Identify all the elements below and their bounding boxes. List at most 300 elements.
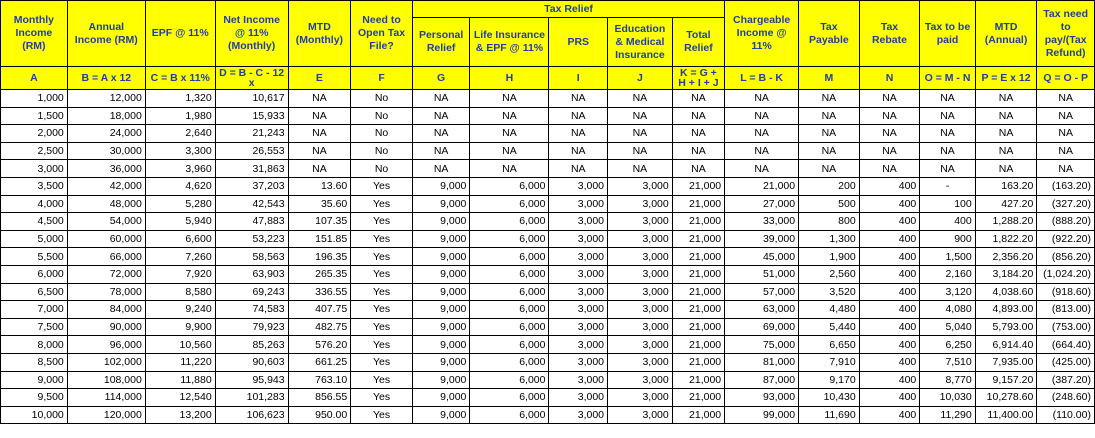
table-cell: 33,000 [725,213,799,231]
table-cell: 7,500 [1,318,68,336]
table-cell: 11,690 [799,406,860,424]
table-cell: Yes [351,177,413,195]
table-cell: 99,000 [725,406,799,424]
table-cell: 9,000 [412,353,470,371]
table-cell: 6,000 [470,230,549,248]
table-cell: 39,000 [725,230,799,248]
table-cell: 800 [799,213,860,231]
table-cell: 100 [920,195,975,213]
col-header-tax-file: Need to Open Tax File? [351,1,413,67]
table-cell: 3,000 [608,195,673,213]
table-cell: No [351,125,413,143]
table-cell: 13,200 [145,406,215,424]
table-cell: NA [608,90,673,108]
table-cell: NA [799,160,860,178]
table-cell: 53,223 [215,230,288,248]
col-header-tax-need-to-pay: Tax need to pay/(Tax Refund) [1037,1,1095,67]
table-cell: 7,260 [145,248,215,266]
table-row [1,125,1095,143]
table-cell: (664.40) [1037,336,1095,354]
table-cell: 3,000 [549,177,608,195]
table-cell: 3,000 [608,230,673,248]
table-cell: (753.00) [1037,318,1095,336]
table-cell: 3,000 [549,336,608,354]
table-cell: NA [549,125,608,143]
table-cell: 3,000 [549,265,608,283]
table-cell: NA [288,90,351,108]
table-row [1,230,1095,248]
table-cell: 8,500 [1,353,68,371]
table-cell: 93,000 [725,389,799,407]
table-cell: 10,000 [1,406,68,424]
table-cell: (856.20) [1037,248,1095,266]
table-cell: NA [608,160,673,178]
table-cell: 37,203 [215,177,288,195]
table-cell: 661.25 [288,353,351,371]
table-cell: NA [672,90,724,108]
table-cell: (110.00) [1037,406,1095,424]
table-cell: 3,000 [549,371,608,389]
table-cell: NA [859,90,920,108]
table-cell: (922.20) [1037,230,1095,248]
table-cell: NA [608,142,673,160]
table-cell: 400 [859,283,920,301]
table-cell: NA [288,125,351,143]
table-cell: NA [975,107,1037,125]
table-cell: 2,160 [920,265,975,283]
table-cell: NA [799,90,860,108]
table-cell: 30,000 [67,142,145,160]
table-cell: 6,000 [470,389,549,407]
table-cell: 5,793.00 [975,318,1037,336]
table-cell: 9,000 [412,301,470,319]
table-cell: 500 [799,195,860,213]
table-cell: 1,980 [145,107,215,125]
table-cell: 21,000 [672,230,724,248]
table-cell: 6,000 [470,265,549,283]
table-cell: 51,000 [725,265,799,283]
table-cell: 3,000 [608,265,673,283]
table-cell: NA [975,125,1037,143]
table-cell: 21,000 [672,318,724,336]
table-row [1,283,1095,301]
table-cell: 163.20 [975,177,1037,195]
formula-cell: D = B - C - 12 x [215,67,288,90]
table-cell: 96,000 [67,336,145,354]
table-cell: 1,900 [799,248,860,266]
formula-cell: N [859,67,920,90]
table-cell: (163.20) [1037,177,1095,195]
table-cell: 2,500 [1,142,68,160]
formula-cell: H [470,67,549,90]
table-cell: NA [975,142,1037,160]
table-cell: 200 [799,177,860,195]
table-cell: 7,920 [145,265,215,283]
table-row [1,248,1095,266]
table-row [1,353,1095,371]
table-cell: 5,500 [1,248,68,266]
table-cell: 26,553 [215,142,288,160]
table-cell: 6,500 [1,283,68,301]
table-cell: 21,000 [672,265,724,283]
table-cell: 21,000 [672,177,724,195]
table-cell: 21,000 [672,406,724,424]
table-cell: 9,170 [799,371,860,389]
table-row [1,389,1095,407]
col-header-total-relief: Total Relief [672,18,724,67]
table-cell: (387.20) [1037,371,1095,389]
table-cell: 9,000 [412,177,470,195]
table-cell: 106,623 [215,406,288,424]
table-cell: 1,000 [1,90,68,108]
table-cell: 79,923 [215,318,288,336]
table-cell: 74,583 [215,301,288,319]
table-cell: (888.20) [1037,213,1095,231]
table-cell: 6,000 [470,353,549,371]
table-row [1,371,1095,389]
table-cell: 9,000 [412,248,470,266]
table-cell: 856.55 [288,389,351,407]
table-cell: 400 [920,213,975,231]
table-cell: 6,250 [920,336,975,354]
table-cell: 3,000 [608,353,673,371]
table-cell: 5,040 [920,318,975,336]
col-header-life-insurance: Life Insurance & EPF @ 11% [470,18,549,67]
table-cell: 5,440 [799,318,860,336]
table-cell: 1,288.20 [975,213,1037,231]
table-cell: 9,000 [412,195,470,213]
table-cell: 6,000 [470,283,549,301]
table-cell: 9,000 [412,265,470,283]
table-row [1,406,1095,424]
col-header-mtd-monthly: MTD (Monthly) [288,1,351,67]
table-body [1,90,1095,424]
table-cell: (813.00) [1037,301,1095,319]
table-cell: NA [799,142,860,160]
table-cell: 12,000 [67,90,145,108]
table-cell: 3,000 [549,406,608,424]
table-cell: 6,600 [145,230,215,248]
formula-cell: B = A x 12 [67,67,145,90]
table-cell: 6,000 [470,248,549,266]
table-cell: No [351,90,413,108]
table-cell: 1,300 [799,230,860,248]
table-cell: NA [920,125,975,143]
table-cell: NA [1037,160,1095,178]
table-cell: 72,000 [67,265,145,283]
table-cell: (1,024.20) [1037,265,1095,283]
table-cell: 9,500 [1,389,68,407]
table-cell: NA [672,142,724,160]
table-cell: 3,300 [145,142,215,160]
table-cell: 63,903 [215,265,288,283]
table-cell: 3,000 [549,301,608,319]
table-cell: 336.55 [288,283,351,301]
table-cell: NA [920,90,975,108]
col-header-tax-payable: Tax Payable [799,1,860,67]
table-cell: NA [412,107,470,125]
table-cell: 3,000 [608,336,673,354]
table-cell: 9,000 [412,213,470,231]
table-cell: 31,863 [215,160,288,178]
table-cell: No [351,142,413,160]
table-cell: (327.20) [1037,195,1095,213]
table-cell: 400 [859,371,920,389]
table-cell: 6,000 [1,265,68,283]
table-cell: 3,000 [608,248,673,266]
table-cell: 400 [859,318,920,336]
table-cell: 3,000 [549,318,608,336]
formula-row [1,67,1095,90]
table-cell: 21,000 [672,389,724,407]
table-cell: 427.20 [975,195,1037,213]
table-cell: 45,000 [725,248,799,266]
table-cell: NA [412,142,470,160]
table-cell: 120,000 [67,406,145,424]
table-cell: 407.75 [288,301,351,319]
table-row [1,301,1095,319]
group-header-tax-relief: Tax Relief [412,1,724,18]
table-cell: NA [725,107,799,125]
table-cell: 10,278.60 [975,389,1037,407]
col-header-monthly-income: Monthly Income (RM) [1,1,68,67]
table-cell: 57,000 [725,283,799,301]
table-cell: NA [725,142,799,160]
table-cell: 265.35 [288,265,351,283]
formula-cell: P = E x 12 [975,67,1037,90]
table-cell: 9,900 [145,318,215,336]
table-cell: 9,000 [412,336,470,354]
table-cell: NA [288,142,351,160]
table-cell: 12,540 [145,389,215,407]
table-cell: 400 [859,248,920,266]
table-cell: 13.60 [288,177,351,195]
table-cell: NA [412,160,470,178]
col-header-personal-relief: Personal Relief [412,18,470,67]
table-row [1,213,1095,231]
table-cell: NA [672,160,724,178]
table-row [1,195,1095,213]
table-cell: 108,000 [67,371,145,389]
table-cell: 75,000 [725,336,799,354]
col-header-annual-income: Annual Income (RM) [67,1,145,67]
table-cell: 400 [859,336,920,354]
table-cell: 6,650 [799,336,860,354]
table-cell: NA [859,125,920,143]
table-cell: 3,000 [608,389,673,407]
formula-cell: E [288,67,351,90]
formula-cell: A [1,67,68,90]
table-cell: 2,356.20 [975,248,1037,266]
table-cell: 66,000 [67,248,145,266]
table-cell: 8,000 [1,336,68,354]
table-cell: 9,000 [412,389,470,407]
table-cell: 400 [859,230,920,248]
table-cell: Yes [351,318,413,336]
table-cell: 21,000 [672,195,724,213]
table-cell: 950.00 [288,406,351,424]
table-cell: 69,000 [725,318,799,336]
table-header [1,1,1095,90]
table-cell: 3,520 [799,283,860,301]
table-cell: 3,000 [549,283,608,301]
table-cell: (918.60) [1037,283,1095,301]
table-cell: 11,400.00 [975,406,1037,424]
table-cell: 1,500 [920,248,975,266]
table-cell: 6,000 [470,371,549,389]
table-cell: 400 [859,177,920,195]
table-cell: 21,000 [672,371,724,389]
table-cell: 3,000 [608,177,673,195]
table-cell: 4,038.60 [975,283,1037,301]
table-cell: NA [725,160,799,178]
table-cell: 4,893.00 [975,301,1037,319]
col-header-prs: PRS [549,18,608,67]
col-header-chargeable-income: Chargeable Income @ 11% [725,1,799,67]
formula-cell: O = M - N [920,67,975,90]
table-cell: 9,157.20 [975,371,1037,389]
table-cell: 21,000 [672,336,724,354]
table-cell: 9,000 [1,371,68,389]
table-cell: 3,960 [145,160,215,178]
table-cell: Yes [351,389,413,407]
table-cell: NA [920,107,975,125]
table-cell: 27,000 [725,195,799,213]
table-cell: NA [920,142,975,160]
table-cell: 18,000 [67,107,145,125]
table-cell: 10,560 [145,336,215,354]
table-cell: NA [672,107,724,125]
table-cell: 7,000 [1,301,68,319]
table-cell: NA [725,125,799,143]
formula-cell: I [549,67,608,90]
table-cell: NA [975,90,1037,108]
col-header-tax-rebate: Tax Rebate [859,1,920,67]
table-cell: 1,500 [1,107,68,125]
col-header-education-medical: Education & Medical Insurance [608,18,673,67]
table-cell: 11,880 [145,371,215,389]
table-cell: NA [1037,90,1095,108]
table-cell: 9,240 [145,301,215,319]
table-cell: 42,000 [67,177,145,195]
table-cell: 107.35 [288,213,351,231]
table-cell: NA [288,160,351,178]
table-row [1,107,1095,125]
table-row [1,265,1095,283]
table-cell: 4,080 [920,301,975,319]
table-cell: Yes [351,230,413,248]
table-row [1,160,1095,178]
table-cell: 47,883 [215,213,288,231]
table-cell: 3,000 [549,248,608,266]
table-cell: 78,000 [67,283,145,301]
table-cell: NA [470,125,549,143]
col-header-epf: EPF @ 11% [145,1,215,67]
formula-cell: J [608,67,673,90]
table-cell: NA [549,90,608,108]
table-cell: 482.75 [288,318,351,336]
table-cell: 3,000 [608,371,673,389]
table-cell: NA [470,142,549,160]
table-cell: NA [672,125,724,143]
table-cell: 3,000 [549,195,608,213]
table-cell: 3,000 [608,301,673,319]
table-cell: (425.00) [1037,353,1095,371]
table-cell: 11,220 [145,353,215,371]
table-cell: 63,000 [725,301,799,319]
table-cell: 10,430 [799,389,860,407]
table-cell: 3,000 [549,389,608,407]
table-cell: Yes [351,353,413,371]
table-cell: 7,910 [799,353,860,371]
table-cell: 6,000 [470,177,549,195]
table-row [1,90,1095,108]
table-cell: 21,000 [672,301,724,319]
table-cell: 21,000 [672,353,724,371]
table-cell: Yes [351,248,413,266]
table-cell: 42,543 [215,195,288,213]
table-cell: 60,000 [67,230,145,248]
table-cell: 36,000 [67,160,145,178]
table-cell: 8,580 [145,283,215,301]
table-cell: Yes [351,301,413,319]
table-row [1,318,1095,336]
table-cell: 9,000 [412,318,470,336]
table-cell: NA [859,107,920,125]
table-cell: 48,000 [67,195,145,213]
table-cell: 4,620 [145,177,215,195]
table-cell: 400 [859,406,920,424]
table-cell: Yes [351,213,413,231]
formula-cell: F [351,67,413,90]
table-cell: Yes [351,195,413,213]
table-cell: 6,000 [470,195,549,213]
table-row [1,336,1095,354]
table-cell: 3,500 [1,177,68,195]
table-cell: 400 [859,301,920,319]
table-cell: NA [1037,107,1095,125]
table-cell: NA [549,142,608,160]
table-cell: 5,940 [145,213,215,231]
table-cell: 3,000 [549,230,608,248]
table-cell: NA [799,107,860,125]
table-cell: 3,120 [920,283,975,301]
table-cell: NA [608,125,673,143]
table-cell: 24,000 [67,125,145,143]
table-cell: 3,000 [608,318,673,336]
table-cell: No [351,107,413,125]
table-cell: 3,000 [608,406,673,424]
table-cell: NA [975,160,1037,178]
table-cell: 101,283 [215,389,288,407]
table-cell: (248.60) [1037,389,1095,407]
table-cell: 1,320 [145,90,215,108]
table-cell: 21,000 [672,213,724,231]
table-cell: 11,290 [920,406,975,424]
table-cell: 4,500 [1,213,68,231]
table-cell: 6,000 [470,336,549,354]
formula-cell: Q = O - P [1037,67,1095,90]
table-cell: 900 [920,230,975,248]
table-cell: 4,480 [799,301,860,319]
table-cell: 58,563 [215,248,288,266]
table-cell: Yes [351,371,413,389]
table-row [1,177,1095,195]
table-cell: 54,000 [67,213,145,231]
table-cell: 6,000 [470,318,549,336]
table-cell: 10,617 [215,90,288,108]
table-cell: 21,243 [215,125,288,143]
